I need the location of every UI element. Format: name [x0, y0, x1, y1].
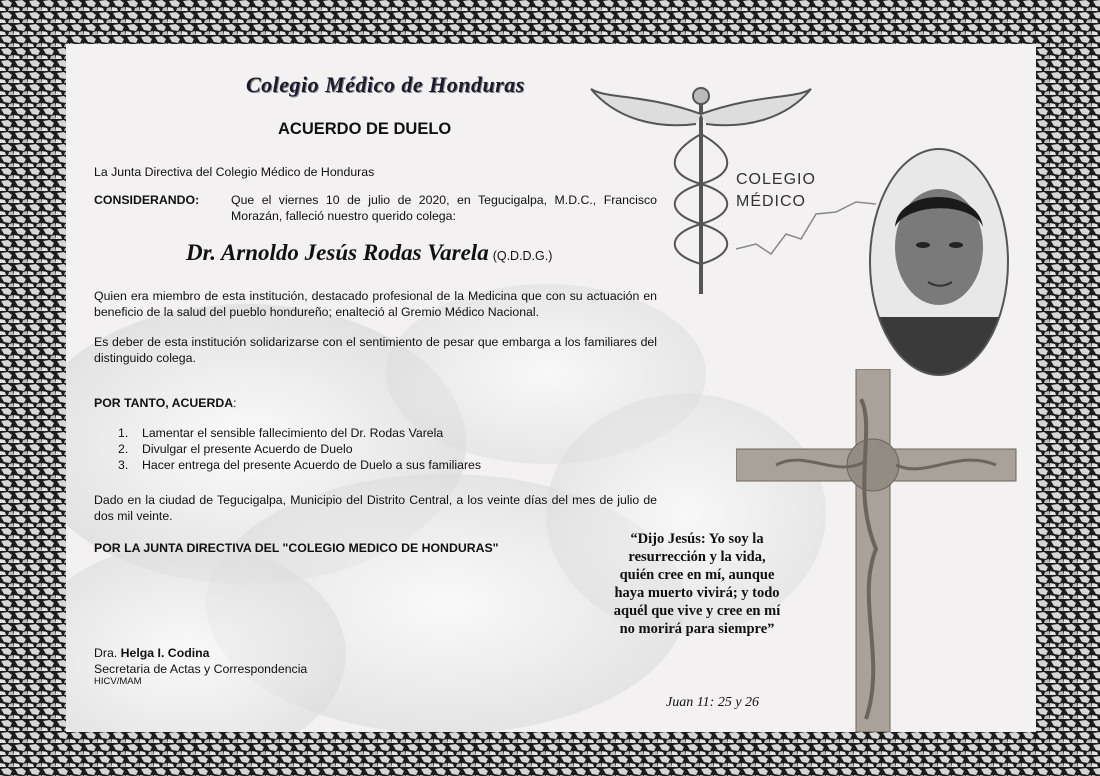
list-item-number: 1.	[118, 426, 129, 440]
caduceus-icon	[591, 88, 811, 294]
considerando-label: CONSIDERANDO:	[94, 193, 200, 207]
document-title: ACUERDO DE DUELO	[278, 120, 452, 138]
deceased-name: Dr. Arnoldo Jesús Rodas Varela	[186, 240, 489, 265]
list-item	[118, 425, 481, 441]
document-reference: HICV/MAM	[94, 676, 142, 687]
list-item-text: Hacer entrega del presente Acuerdo de Duelo a sus familiares	[142, 458, 482, 472]
considerando-text: Que el viernes 10 de julio de 2020, en Tegucigalpa, M.D.C., Francisco Morazán, falleció nuestro querido colega:	[231, 193, 657, 223]
colegio-medico-logo	[586, 74, 886, 304]
por-tanto-heading	[94, 395, 237, 411]
signatory-fullname: Helga I. Codina	[120, 646, 210, 660]
signatory-title: Secretaria de Actas y Correspondencia	[94, 662, 308, 676]
logo-line-2: MÉDICO	[736, 193, 806, 210]
bible-quote: “Dijo Jesús: Yo soy la resurrección y la vida, quién cree en mí, aunque haya muerto vivirá; y todo aquél que vive y cree en mí no morirá para siempre”	[613, 531, 781, 637]
signatory-prefix: Dra.	[94, 646, 118, 660]
bible-reference: Juan 11: 25 y 26	[666, 695, 760, 710]
org-name-heading: Colegio Médico de Honduras	[246, 72, 525, 97]
dado-paragraph: Dado en la ciudad de Tegucigalpa, Municipio del Distrito Central, a los veinte días del mes de julio de dos mil veinte.	[94, 493, 657, 523]
acuerdos-list	[118, 425, 481, 473]
por-tanto-label: POR TANTO, ACUERDA	[94, 396, 234, 410]
list-item	[118, 441, 481, 457]
por-tanto-colon: :	[233, 396, 237, 410]
signatory-name	[94, 645, 209, 661]
logo-line-1: COLEGIO	[736, 171, 816, 188]
list-item-text: Lamentar el sensible fallecimiento del Dr. Rodas Varela	[142, 426, 444, 440]
member-paragraph: Quien era miembro de esta institución, destacado profesional de la Medicina que con su actuación en beneficio de la salud del pueblo hondureño; enalteció al Gremio Médico Nacional.	[94, 289, 657, 319]
list-item-text: Divulgar el presente Acuerdo de Duelo	[142, 442, 353, 456]
deceased-suffix: (Q.D.D.G.)	[492, 249, 553, 263]
list-item	[118, 457, 481, 473]
deceased-name-line	[186, 240, 552, 266]
list-item-number: 3.	[118, 458, 129, 472]
duty-paragraph: Es deber de esta institución solidarizarse con el sentimiento de pesar que embarga a los familiares del distinguido colega.	[94, 335, 657, 365]
intro-text: La Junta Directiva del Colegio Médico de Honduras	[94, 165, 375, 179]
list-item-number: 2.	[118, 442, 129, 456]
document-sheet	[66, 44, 1036, 732]
deceased-portrait	[868, 147, 1010, 378]
junta-directiva-signoff: POR LA JUNTA DIRECTIVA DEL "COLEGIO MEDICO DE HONDURAS"	[94, 541, 499, 555]
